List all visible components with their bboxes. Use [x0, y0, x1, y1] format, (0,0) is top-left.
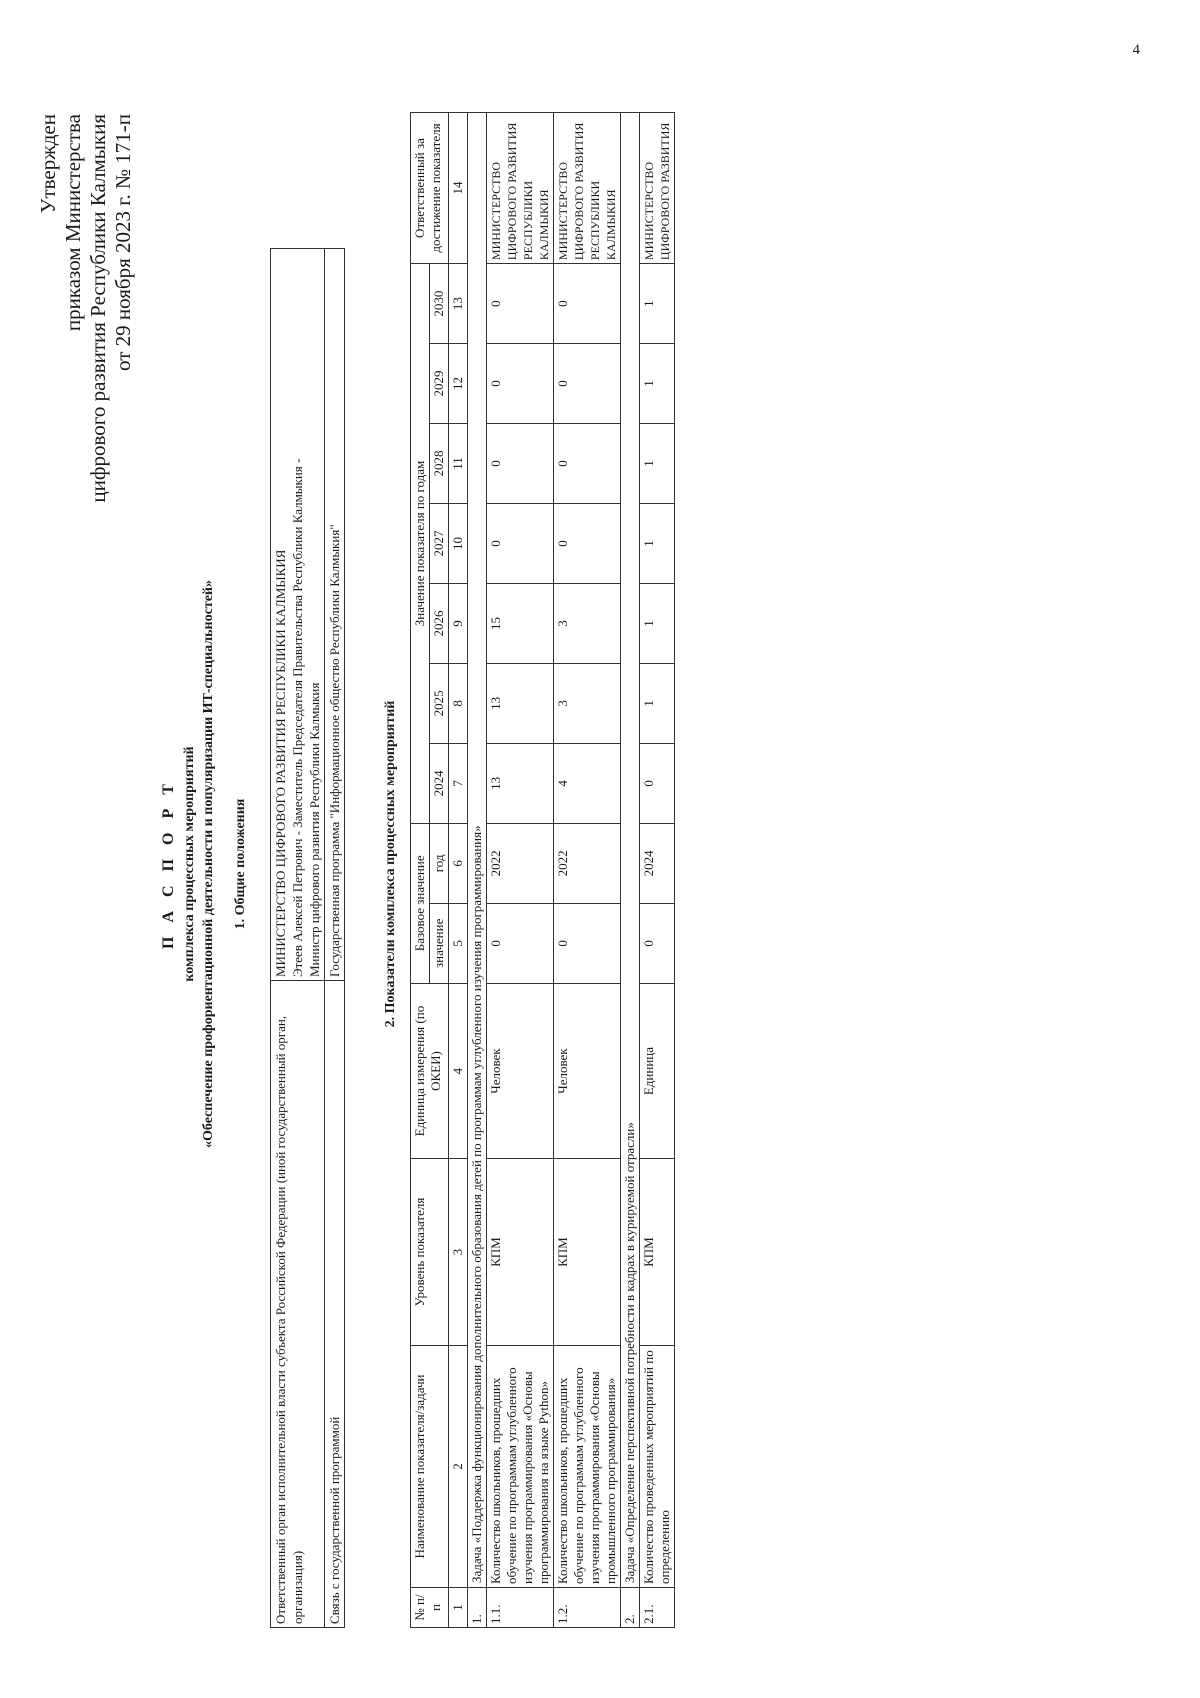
column-number: 2: [449, 1345, 468, 1587]
year-value: 3: [554, 663, 621, 743]
table-row: [640, 113, 675, 1628]
responsible: МИНИСТЕРСТВО ЦИФРОВОГО РАЗВИТИЯ: [640, 113, 675, 264]
base-value: 0: [554, 903, 621, 983]
value-line: Министр цифрового развития Республики Калмыкия: [307, 682, 322, 977]
year-value: 0: [554, 503, 621, 583]
indicator-level: КПМ: [487, 1159, 554, 1346]
row-num: 1.1.: [487, 1588, 554, 1628]
column-number: 8: [449, 663, 468, 743]
row-value: Государственная программа "Информационное общество Республики Калмыкия": [325, 249, 345, 981]
year-value: 15: [487, 583, 554, 663]
column-number: 11: [449, 424, 468, 504]
approval-line: приказом Министерства: [61, 114, 85, 332]
header-by-years: Значение показателя по годам: [411, 264, 430, 824]
approval-stamp: [36, 114, 136, 503]
header-num: № п/п: [411, 1588, 449, 1628]
header-base: Базовое значение: [411, 823, 430, 983]
year-value: 1: [640, 344, 675, 424]
indicator-name: Количество школьников, прошедших обучение по программам углубленного изучения программирования «Основы промышленного программирования»: [554, 1345, 621, 1587]
year-value: 13: [487, 743, 554, 823]
indicator-unit: Единица: [640, 983, 675, 1158]
year-value: 0: [554, 344, 621, 424]
year-value: 13: [487, 663, 554, 743]
header-base-value: значение: [430, 903, 449, 983]
indicator-name: Количество проведенных мероприятий по определению: [640, 1345, 675, 1587]
year-value: 0: [487, 264, 554, 344]
year-value: 1: [640, 424, 675, 504]
responsible: МИНИСТЕРСТВО ЦИФРОВОГО РАЗВИТИЯ РЕСПУБЛИКИ КАЛМЫКИЯ: [487, 113, 554, 264]
column-number: 9: [449, 583, 468, 663]
page-number: 4: [1132, 42, 1140, 58]
year-value: 0: [640, 743, 675, 823]
year-value: 1: [640, 503, 675, 583]
section-heading: 1. Общие положения: [233, 798, 248, 930]
task-num: 1.: [468, 1588, 487, 1628]
column-number: 4: [449, 983, 468, 1158]
indicator-unit: Человек: [554, 983, 621, 1158]
table-row: [271, 249, 325, 1628]
approval-line: Утвержден: [36, 114, 60, 214]
base-value: 0: [487, 903, 554, 983]
header-year: 2029: [430, 344, 449, 424]
year-value: 1: [640, 264, 675, 344]
column-number: 3: [449, 1159, 468, 1346]
indicator-level: КПМ: [640, 1159, 675, 1346]
indicators-table: [410, 112, 675, 1628]
title-sub: комплекса процессных мероприятий: [182, 746, 197, 982]
year-value: 1: [640, 663, 675, 743]
year-value: 3: [554, 583, 621, 663]
column-number: 1: [449, 1588, 468, 1628]
year-value: 4: [554, 743, 621, 823]
base-year: 2024: [640, 823, 675, 903]
header-base-year: год: [430, 823, 449, 903]
task-text: Задача «Определение перспективной потребности в кадрах в курируемой отрасли»: [621, 113, 640, 1588]
base-year: 2022: [554, 823, 621, 903]
header-name: Наименование показателя/задачи: [411, 1345, 449, 1587]
value-line: Этеев Алексей Петрович - Заместитель Председателя Правительства Республики Калмыкия -: [290, 458, 305, 977]
header-year: 2027: [430, 503, 449, 583]
indicator-name: Количество школьников, прошедших обучение по программам углубленного изучения программирования «Основы программирования на языке Python»: [487, 1345, 554, 1587]
column-number: 6: [449, 823, 468, 903]
header-year: 2025: [430, 663, 449, 743]
header-responsible: Ответственный за достижение показателя: [411, 113, 449, 264]
row-value: [271, 249, 325, 981]
year-value: 0: [487, 344, 554, 424]
row-label: Ответственный орган исполнительной власти субъекта Российской Федерации (иной государственный орган, организация): [271, 981, 325, 1628]
row-num: 1.2.: [554, 1588, 621, 1628]
year-value: 0: [487, 424, 554, 504]
indicator-level: КПМ: [554, 1159, 621, 1346]
base-year: 2022: [487, 823, 554, 903]
rotated-page: [20, 64, 1180, 1664]
task-text: Задача «Поддержка функционирования дополнительного образования детей по программам углубленного изучения программирования»: [468, 113, 487, 1588]
general-provisions-table: [270, 248, 345, 1628]
title-main: П А С П О Р Т: [160, 779, 177, 949]
header-year: 2028: [430, 424, 449, 504]
title-sub: «Обеспечение профориентационной деятельности и популяризации ИТ-специальностей»: [201, 580, 216, 1148]
task-num: 2.: [621, 1588, 640, 1628]
column-number: 5: [449, 903, 468, 983]
header-unit: Единица измерения (по ОКЕИ): [411, 983, 449, 1158]
column-number: 10: [449, 503, 468, 583]
task-row: [621, 113, 640, 1628]
year-value: 0: [554, 424, 621, 504]
value-line: МИНИСТЕРСТВО ЦИФРОВОГО РАЗВИТИЯ РЕСПУБЛИКИ КАЛМЫКИЯ: [273, 549, 288, 977]
row-num: 2.1.: [640, 1588, 675, 1628]
column-number: 12: [449, 344, 468, 424]
year-value: 1: [640, 583, 675, 663]
table-row: [554, 113, 621, 1628]
approval-line: цифрового развития Республики Калмыкия: [86, 114, 110, 503]
header-year: 2026: [430, 583, 449, 663]
column-number: 7: [449, 743, 468, 823]
responsible: МИНИСТЕРСТВО ЦИФРОВОГО РАЗВИТИЯ РЕСПУБЛИКИ КАЛМЫКИЯ: [554, 113, 621, 264]
document-title: [158, 64, 250, 1664]
table-row: [487, 113, 554, 1628]
approval-line: от 29 ноября 2023 г. № 171-п: [111, 114, 135, 372]
year-value: 0: [487, 503, 554, 583]
task-row: [468, 113, 487, 1628]
column-number: 13: [449, 264, 468, 344]
header-year: 2024: [430, 743, 449, 823]
column-numbers-row: [449, 113, 468, 1628]
header-year: 2030: [430, 264, 449, 344]
indicator-unit: Человек: [487, 983, 554, 1158]
header-level: Уровень показателя: [411, 1159, 449, 1346]
header-row: [411, 113, 430, 1628]
row-label: Связь с государственной программой: [325, 981, 345, 1628]
base-value: 0: [640, 903, 675, 983]
table-row: [325, 249, 345, 1628]
section-heading: 2. Показатели комплекса процессных мероприятий: [383, 700, 398, 1028]
column-number: 14: [449, 113, 468, 264]
year-value: 0: [554, 264, 621, 344]
